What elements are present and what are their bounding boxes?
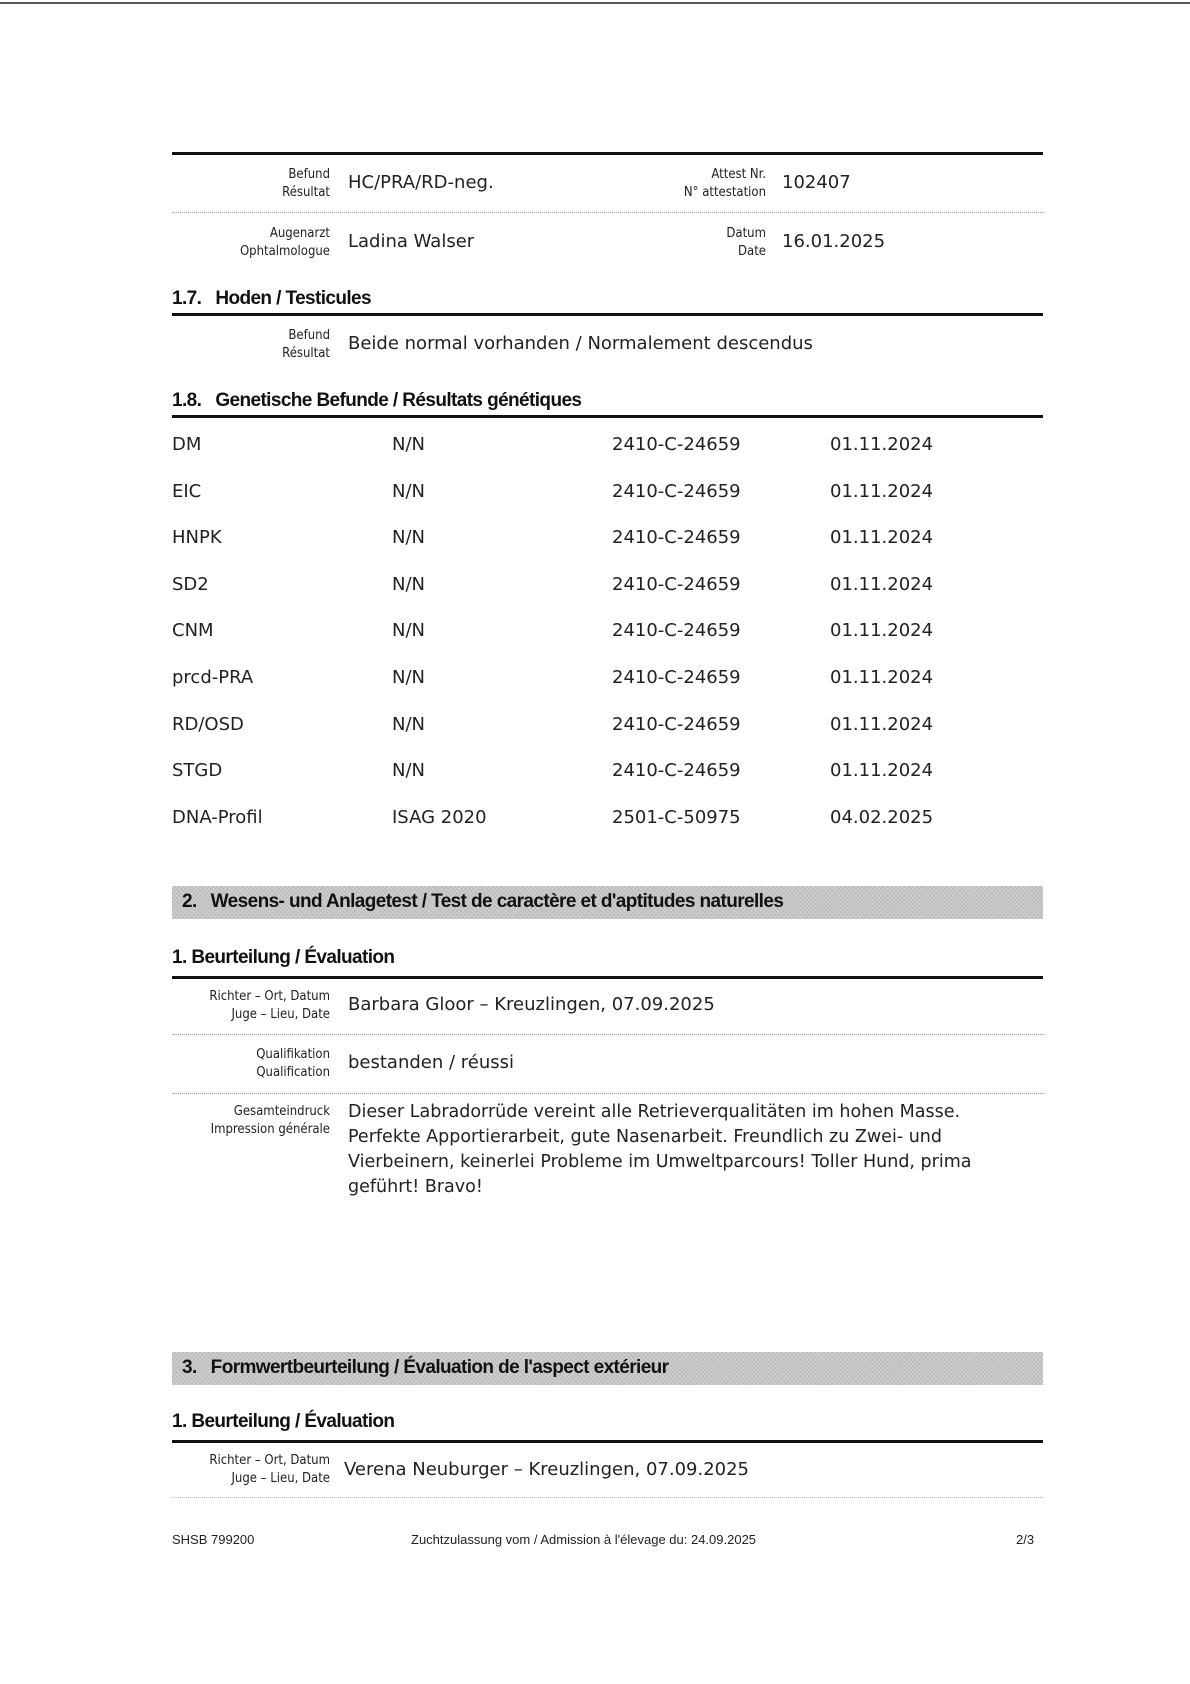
genetics-cell-ref: 2410-C-24659 [612,573,741,595]
qualification-label: Qualifikation Qualification [256,1047,330,1080]
judge-label: Richter – Ort, Datum Juge – Lieu, Date [209,989,330,1022]
genetics-cell-date: 01.11.2024 [830,573,934,595]
genetics-cell-result: N/N [392,620,425,642]
judge-label: Richter – Ort, Datum Juge – Lieu, Date [209,1453,330,1486]
section-rule [172,313,1043,316]
genetics-cell-test: CNM [172,620,214,642]
section-3-subheading: 1. Beurteilung / Évaluation [172,1411,395,1432]
section-3-banner [172,1352,1043,1385]
genetics-cell-test: DNA-Profil [172,806,263,828]
genetics-cell-ref: 2410-C-24659 [612,667,741,688]
genetics-cell-ref: 2410-C-24659 [612,434,741,455]
genetics-cell-result: N/N [392,713,425,735]
section-3-title: 3. Formwertbeurteilung / Évaluation de l'aspect extérieur [182,1357,669,1378]
genetics-cell-date: 01.11.2024 [830,620,934,642]
genetics-heading: 1.8. Genetische Befunde / Résultats génétiques [172,390,582,411]
section-2-subheading: 1. Beurteilung / Évaluation [172,947,395,968]
section-rule [172,976,1043,979]
doctor-label: Augenarzt Ophtalmologue [239,226,330,259]
testicles-result-value: Beide normal vorhanden / Normalement descendus [348,333,813,354]
date-label: Datum Date [726,226,766,259]
genetics-cell-result: N/N [392,760,425,782]
genetics-cell-result: ISAG 2020 [392,806,487,828]
genetics-cell-result: N/N [392,573,425,595]
doctor-name: Ladina Walser [348,231,475,252]
impression-label: Gesamteindruck Impression générale [210,1104,330,1137]
admission-date: Zuchtzulassung vom / Admission à l'élevage du: 24.09.2025 [411,1532,757,1547]
genetics-cell-result: N/N [392,527,425,549]
testicles-result-label: Befund Résultat [282,328,330,361]
section-2-banner [172,886,1043,919]
genetics-cell-ref: 2410-C-24659 [612,760,741,782]
section-rule [172,1440,1043,1443]
scan-top-edge [0,2,1190,4]
result-label: Befund Résultat [282,167,330,200]
row-divider [172,212,1043,213]
section-2-title: 2. Wesens- und Anlagetest / Test de caractère et d'aptitudes naturelles [182,891,784,912]
genetics-cell-date: 01.11.2024 [830,760,934,782]
attest-number: 102407 [782,172,851,193]
genetics-cell-ref: 2410-C-24659 [612,620,741,642]
genetics-cell-test: SD2 [172,573,209,595]
genetics-cell-date: 04.02.2025 [830,806,934,828]
genetics-cell-ref: 2410-C-24659 [612,713,741,735]
genetics-cell-date: 01.11.2024 [830,667,934,688]
genetics-cell-test: DM [172,434,202,455]
row-divider [172,1497,1043,1498]
genetics-cell-ref: 2501-C-50975 [612,806,741,828]
judge-value: Verena Neuburger – Kreuzlingen, 07.09.2025 [344,1459,749,1480]
qualification-value: bestanden / réussi [348,1052,515,1073]
row-divider [172,1034,1043,1035]
genetics-cell-result: N/N [392,480,425,502]
genetics-cell-test: EIC [172,480,202,502]
testicles-heading: 1.7. Hoden / Testicules [172,288,371,309]
judge-value: Barbara Gloor – Kreuzlingen, 07.09.2025 [348,994,715,1015]
attest-label: Attest Nr. N° attestation [683,167,766,200]
genetics-cell-date: 01.11.2024 [830,713,934,735]
genetics-cell-ref: 2410-C-24659 [612,527,741,549]
eye-result-value: HC/PRA/RD-neg. [348,172,494,193]
section-rule [172,415,1043,418]
registry-number: SHSB 799200 [172,1532,255,1547]
genetics-cell-test: STGD [172,760,223,782]
genetics-cell-test: HNPK [172,527,222,549]
genetics-cell-date: 01.11.2024 [830,434,934,455]
genetics-cell-date: 01.11.2024 [830,527,934,549]
genetics-cell-ref: 2410-C-24659 [612,480,741,502]
genetics-cell-date: 01.11.2024 [830,480,934,502]
genetics-cell-result: N/N [392,434,425,455]
page-number: 2/3 [1016,1532,1035,1547]
impression-text: Dieser Labradorrüde vereint alle Retrieverqualitäten im hohen Masse. Perfekte Apportierarbeit, gute Nasenarbeit. Freundlich zu Zwei- und Vierbeinern, keinerlei Probleme im Umweltparcours! Toller Hund, prima geführt! Bravo! [348,1102,972,1197]
genetics-cell-test: prcd-PRA [172,667,254,688]
eye-exam-date: 16.01.2025 [782,231,886,252]
section-rule [172,152,1043,155]
genetics-cell-test: RD/OSD [172,713,244,735]
genetics-cell-result: N/N [392,667,425,688]
row-divider [172,1093,1043,1094]
